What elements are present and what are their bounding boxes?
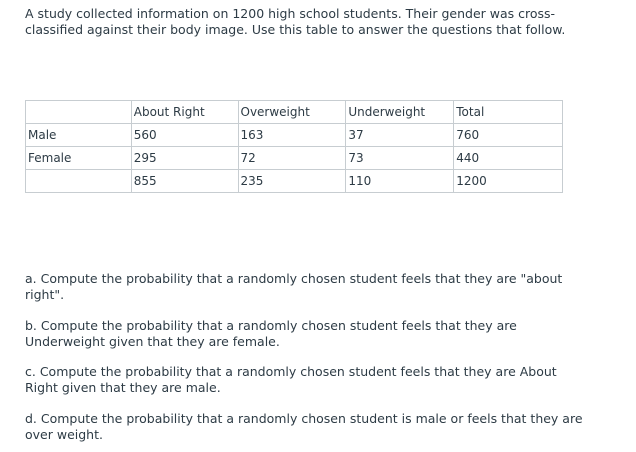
table-cell: Female [26, 147, 132, 170]
question-c: c. Compute the probability that a randomly chosen student feels that they are About Right given that they are male. [25, 364, 557, 395]
data-table [25, 100, 563, 193]
table-cell: 1200 [454, 170, 563, 193]
table-header-cell: Total [454, 101, 563, 124]
table-cell: 37 [346, 124, 454, 147]
table-cell: Male [26, 124, 132, 147]
table-cell: 72 [238, 147, 346, 170]
table-cell: 560 [131, 124, 238, 147]
table-cell: 110 [346, 170, 454, 193]
table-cell: 73 [346, 147, 454, 170]
table-cell: 295 [131, 147, 238, 170]
table-cell [26, 170, 132, 193]
intro-text: A study collected information on 1200 high school students. Their gender was cross-classified against their body image. Use this table to answer the questions that follow. [25, 6, 566, 37]
table-cell: 235 [238, 170, 346, 193]
table-row [26, 170, 563, 193]
table-cell: 760 [454, 124, 563, 147]
table-cell: 855 [131, 170, 238, 193]
question-b: b. Compute the probability that a randomly chosen student feels that they are Underweight given that they are female. [25, 318, 517, 349]
table-header-cell: Underweight [346, 101, 454, 124]
table-header-row [26, 101, 563, 124]
question-a: a. Compute the probability that a randomly chosen student feels that they are "about right". [25, 271, 563, 302]
table-header-cell: Overweight [238, 101, 346, 124]
table-header-cell: About Right [131, 101, 238, 124]
table-row [26, 124, 563, 147]
question-d: d. Compute the probability that a randomly chosen student is male or feels that they are over weight. [25, 411, 583, 442]
table-header-cell [26, 101, 132, 124]
table-cell: 163 [238, 124, 346, 147]
table-cell: 440 [454, 147, 563, 170]
table-row [26, 147, 563, 170]
